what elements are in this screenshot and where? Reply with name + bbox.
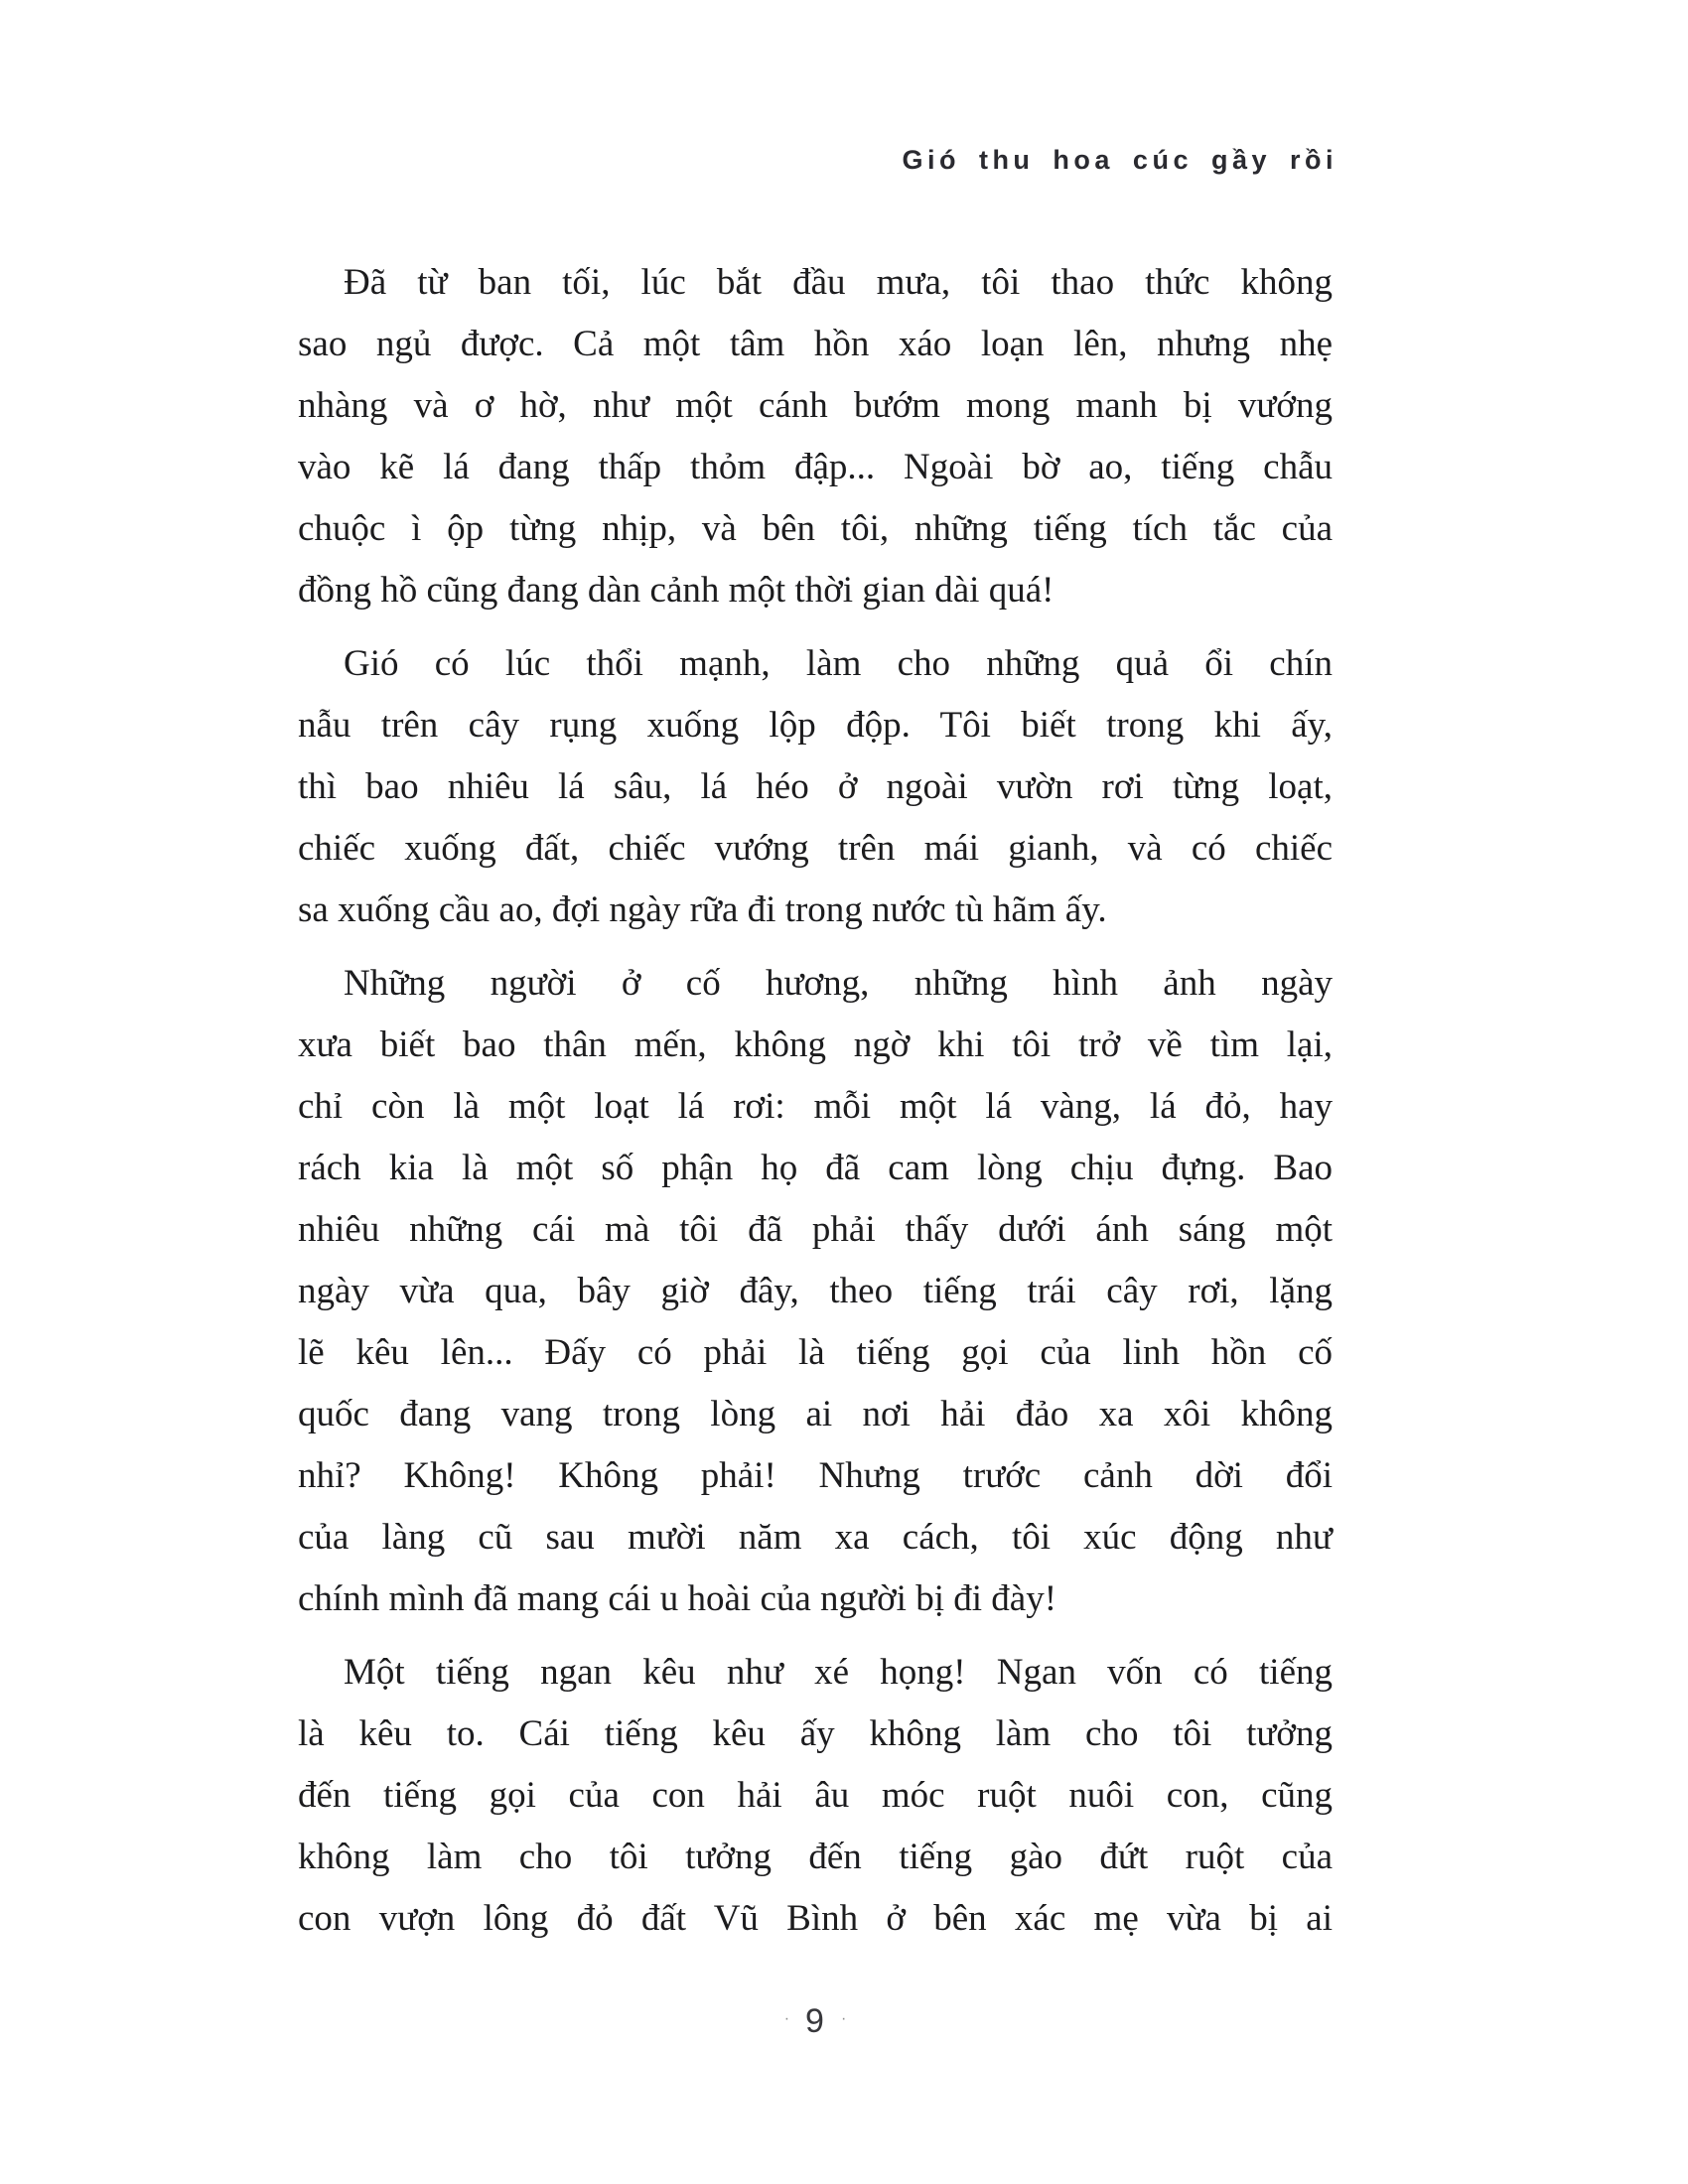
text-line: chỉ còn là một loạt lá rơi: mỗi một lá vàng, lá đỏ, hay	[298, 1086, 1333, 1127]
page-body	[298, 252, 1333, 1962]
text-line: là kêu to. Cái tiếng kêu ấy không làm cho tôi tưởng	[298, 1713, 1333, 1754]
text-line: chính mình đã mang cái u hoài của người bị đi đày!	[298, 1578, 1057, 1619]
text-line: đồng hồ cũng đang dàn cảnh một thời gian dài quá!	[298, 570, 1055, 611]
text-line: nhiêu những cái mà tôi đã phải thấy dưới ánh sáng một	[298, 1209, 1333, 1250]
text-line: vào kẽ lá đang thấp thỏm đập... Ngoài bờ ao, tiếng chẫu	[298, 447, 1333, 487]
running-header	[902, 145, 1337, 176]
text-line: sa xuống cầu ao, đợi ngày rữa đi trong nước tù hãm ấy.	[298, 889, 1107, 930]
footer-dot-right: ·	[840, 2010, 847, 2028]
text-line: quốc đang vang trong lòng ai nơi hải đảo xa xôi không	[298, 1394, 1333, 1434]
text-line: sao ngủ được. Cả một tâm hồn xáo loạn lên, nhưng nhẹ	[298, 324, 1333, 364]
text-line: Một tiếng ngan kêu như xé họng! Ngan vốn có tiếng	[344, 1652, 1333, 1693]
footer-dot-left: ·	[783, 2010, 790, 2028]
text-line: chuộc ì ộp từng nhịp, và bên tôi, những tiếng tích tắc của	[298, 508, 1333, 549]
text-line: Đã từ ban tối, lúc bắt đầu mưa, tôi thao thức không	[344, 262, 1333, 303]
text-line: ngày vừa qua, bây giờ đây, theo tiếng trái cây rơi, lặng	[298, 1271, 1333, 1311]
paragraph	[298, 1642, 1333, 1950]
text-line: nẫu trên cây rụng xuống lộp độp. Tôi biết trong khi ấy,	[298, 705, 1333, 746]
paragraph	[298, 953, 1333, 1630]
text-line: con vượn lông đỏ đất Vũ Bình ở bên xác mẹ vừa bị ai	[298, 1898, 1333, 1939]
text-line: đến tiếng gọi của con hải âu móc ruột nuôi con, cũng	[298, 1775, 1333, 1816]
text-line: Gió có lúc thổi mạnh, làm cho những quả ổi chín	[344, 643, 1333, 684]
paragraph	[298, 633, 1333, 941]
text-line: xưa biết bao thân mến, không ngờ khi tôi trở về tìm lại,	[298, 1024, 1333, 1065]
text-line: không làm cho tôi tưởng đến tiếng gào đứt ruột của	[298, 1837, 1333, 1877]
text-line: lẽ kêu lên... Đấy có phải là tiếng gọi của linh hồn cố	[298, 1332, 1333, 1373]
text-line: nhàng và ơ hờ, như một cánh bướm mong manh bị vướng	[298, 385, 1333, 426]
text-line: chiếc xuống đất, chiếc vướng trên mái gianh, và có chiếc	[298, 828, 1333, 869]
text-line: của làng cũ sau mười năm xa cách, tôi xúc động như	[298, 1517, 1333, 1558]
text-line: nhỉ? Không! Không phải! Nhưng trước cảnh dời đổi	[298, 1455, 1333, 1496]
running-header-title: Gió thu hoa cúc gầy rồi	[902, 145, 1337, 175]
paragraph	[298, 252, 1333, 621]
text-line: Những người ở cố hương, những hình ảnh ngày	[344, 963, 1333, 1004]
page-number: 9	[805, 2002, 825, 2040]
page-footer	[298, 1999, 1333, 2045]
text-line: rách kia là một số phận họ đã cam lòng chịu đựng. Bao	[298, 1148, 1333, 1188]
text-line: thì bao nhiêu lá sâu, lá héo ở ngoài vườn rơi từng loạt,	[298, 766, 1333, 807]
